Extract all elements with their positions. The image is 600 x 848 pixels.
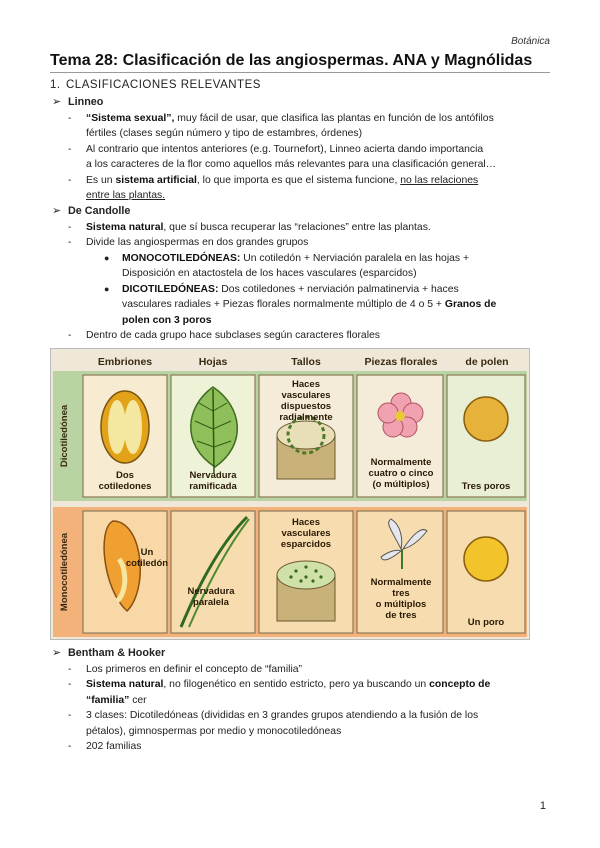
title-divider [50,72,550,73]
cell-caption: Normalmente cuatro o cinco (o múltiplos) [368,457,434,490]
cell-caption: Nervadura paralela [187,586,235,608]
text: Los primeros en definir el concepto de “familia” [86,663,302,675]
text: 3 clases: Dicotiledóneas (divididas en 3 grandes grupos atendiendo a la fusión de los [86,710,479,721]
list-item [52,708,552,739]
bullet-item [52,282,552,329]
text: fértiles (clases según número y tipo de estambres, órdenes) [86,128,363,139]
cell-caption: Tres poros [461,481,511,492]
text: Dos cotiledones + nerviación palmatinervia + haces [218,283,459,295]
section-number: 1. [50,79,61,91]
column-header: Piezas florales [364,356,438,368]
underlined-text: entre las plantas. [86,190,166,201]
bold-text: “Sistema sexual”, [86,112,175,124]
row-label-monocot: Monocotiledónea [59,532,70,612]
mono-dico-comparison-figure [50,348,530,640]
text: Divide las angiospermas en dos grandes grupos [86,237,309,248]
bold-text: “familia” [86,694,130,706]
page-number: 1 [539,800,546,812]
list-item [52,111,552,142]
bold-text: sistema artificial [115,174,197,186]
linneo-heading [52,95,552,111]
text: , no filogenético en sentido estricto, pero ya buscando un [163,679,430,690]
text: Disposición en atactostela de los haces vasculares (esparcidos) [122,268,417,279]
text: Un cotiledón + Nerviación paralela en las hojas + [240,252,470,264]
text: , que sí busca recuperar las “relaciones” entre las plantas. [163,221,431,233]
text: pétalos), gimnospermas por medio y monocotiledóneas [86,725,342,737]
text: Dentro de cada grupo hace subclases según caracteres florales [86,330,380,341]
cell-caption: Haces vasculares dispuestos radialmente [279,379,333,423]
text: 202 familias [86,741,142,752]
list-item [52,677,552,708]
bold-text: Sistema natural [86,221,164,233]
section-heading [50,79,261,91]
candolle-heading-text: De Candolle [68,205,131,217]
candolle-block [52,204,552,344]
text: , lo que importa es que el sistema funcione, [196,174,401,186]
list-item [52,662,552,678]
cell-caption: Dos cotiledones [98,470,152,492]
cell-caption: Nervadura ramificada [189,470,237,492]
cell-caption: Un poro [467,617,505,628]
text: Es un [86,174,116,186]
bullet-icon: ● [104,283,110,294]
arrow-icon: ➢ [52,647,62,659]
bold-text: Sistema natural [86,679,164,690]
dash-icon: - [68,330,72,341]
list-item [52,173,552,204]
bullet-item [52,251,552,282]
bold-text: polen con 3 poros [122,314,212,326]
list-item [52,220,552,236]
dash-icon: - [68,663,72,675]
bold-text: DICOTILEDÓNEAS: [122,283,219,295]
column-header: de polen [465,356,509,368]
text: muy fácil de usar, que clasifica las plantas en función de los antófilos [174,112,494,124]
column-header: Embriones [97,356,153,368]
bullet-icon: ● [104,252,110,263]
linneo-block [52,95,552,204]
dash-icon: - [68,741,72,752]
monocot-stem-illustration [277,561,335,621]
section-label: CLASIFICACIONES RELEVANTES [66,79,261,91]
dash-icon: - [68,112,72,124]
bentham-heading-text: Bentham & Hooker [68,647,166,659]
bold-text: Granos de [444,299,497,310]
bold-text: concepto de [429,679,491,690]
linneo-heading-text: Linneo [68,96,104,108]
dash-icon: - [68,710,72,721]
header-subject: Botánica [511,36,550,47]
bold-text: MONOCOTILEDÓNEAS: [122,252,241,264]
underlined-text: no las relaciones [400,174,479,186]
arrow-icon: ➢ [52,205,62,217]
list-item [52,328,552,344]
cell-caption: Un cotiledón [125,547,169,569]
dash-icon: - [68,221,72,233]
list-item [52,235,552,251]
page-title: Tema 28: Clasificación de las angiospermas. ANA y Magnólidas [50,52,533,69]
dash-icon: - [68,237,72,248]
bentham-block [52,646,552,755]
list-item [52,142,552,173]
candolle-heading [52,204,552,220]
bentham-heading [52,646,552,662]
list-item [52,739,552,755]
row-label-dicot: Dicotiledónea [59,404,70,468]
dicot-stem-illustration [277,417,335,479]
text: vasculares radiales + Piezas florales normalmente múltiplo de 4 o 5 + [122,299,445,310]
dash-icon: - [68,143,72,155]
dicot-embryo-illustration [101,391,149,463]
dash-icon: - [68,679,72,690]
dash-icon: - [68,174,72,186]
dicot-pollen-illustration [464,397,508,441]
text: a los caracteres de la flor como aquellos más relevantes para una clasificación general… [86,159,497,170]
arrow-icon: ➢ [52,96,62,108]
cell-caption: Haces vasculares esparcidos [280,517,332,550]
cell-caption: Normalmente tres o múltiplos de tres [370,577,432,621]
column-header: Tallos [291,356,321,368]
text: Al contrario que intentos anteriores (e.g. Tournefort), Linneo acierta dando importancia [86,143,484,155]
monocot-pollen-illustration [464,537,508,581]
column-header: Hojas [198,356,228,368]
text: cer [129,694,147,706]
